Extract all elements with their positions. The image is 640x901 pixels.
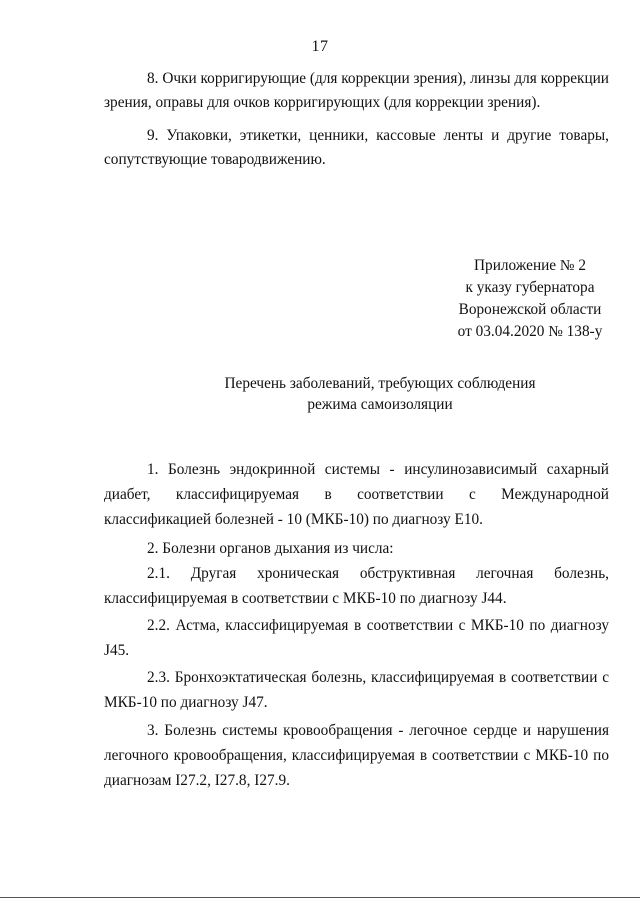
list-item-2-1: 2.1. Другая хроническая обструктивная легочная болезнь, классифицируемая в соответствии с МКБ-10 по диагнозу J44. [104, 565, 609, 607]
list-item-8: 8. Очки корригирующие (для коррекции зрения), линзы для коррекции зрения, оправы для очков корригирующих (для коррекции зрения). [104, 70, 609, 111]
appendix-date-number: от 03.04.2020 № 138-у [457, 323, 603, 340]
list-item-2-3: 2.3. Бронхоэктатическая болезнь, классифицируемая в соответствии с МКБ-10 по диагнозу J47. [104, 669, 609, 711]
list-item-2: 2. Болезни органов дыхания из числа: [147, 540, 394, 557]
title-line-2: режима самоизоляции [307, 396, 453, 413]
list-item-1: 1. Болезнь эндокринной системы - инсулинозависимый сахарный диабет, классифицируемая в соответствии с Международной классификацией болезней - 10 (МКБ-10) по диагнозу E10. [104, 461, 609, 528]
appendix-region: Воронежской области [458, 301, 602, 318]
list-item-2-2: 2.2. Астма, классифицируемая в соответствии с МКБ-10 по диагнозу J45. [104, 617, 609, 659]
appendix-title: Приложение № 2 [474, 257, 586, 274]
page-number: 17 [311, 38, 329, 55]
list-item-3: 3. Болезнь системы кровообращения - легочное сердце и нарушения легочного кровообращения, классифицируемая в соответствии с МКБ-10 по диагнозам I27.2, I27.8, I27.9. [104, 722, 609, 789]
bottom-divider [0, 897, 640, 898]
appendix-header [430, 255, 630, 343]
document-title [200, 373, 560, 415]
list-item-9: 9. Упаковки, этикетки, ценники, кассовые ленты и другие товары, сопутствующие товародвижению. [104, 127, 609, 168]
title-line-1: Перечень заболеваний, требующих соблюдения [224, 375, 536, 392]
appendix-decree: к указу губернатора [465, 279, 595, 296]
